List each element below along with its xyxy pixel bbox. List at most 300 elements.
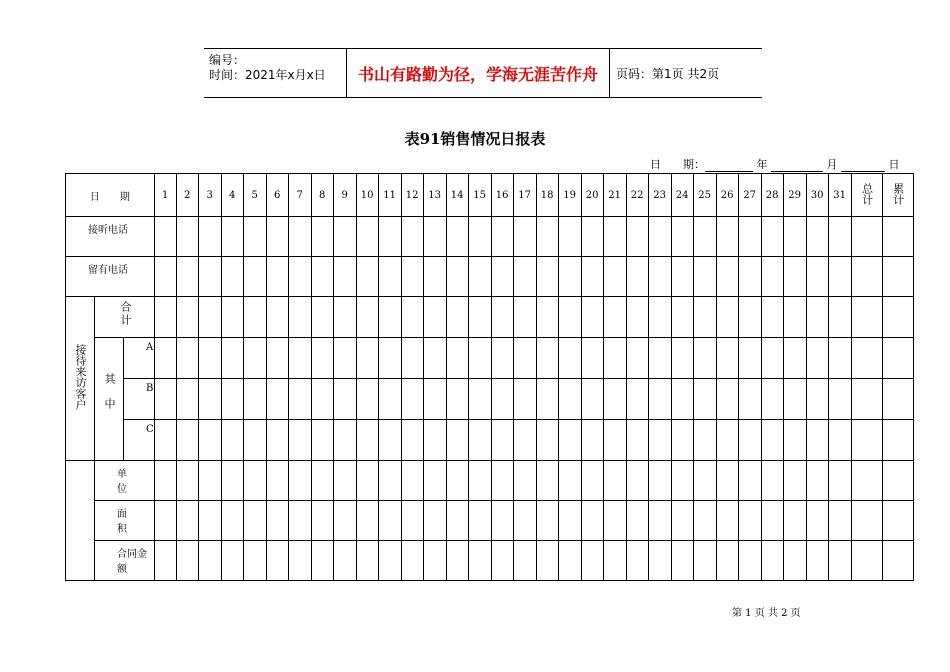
data-cell[interactable]: [154, 541, 176, 581]
data-cell[interactable]: [491, 501, 513, 541]
data-cell[interactable]: [738, 297, 761, 338]
data-cell[interactable]: [378, 541, 401, 581]
data-cell[interactable]: [198, 217, 221, 257]
data-cell[interactable]: [536, 501, 558, 541]
data-cell[interactable]: [446, 541, 468, 581]
data-cell[interactable]: [581, 420, 603, 461]
data-cell[interactable]: [783, 379, 806, 420]
data-cell[interactable]: [806, 461, 828, 501]
data-cell[interactable]: [693, 379, 716, 420]
data-cell[interactable]: [536, 420, 558, 461]
data-cell[interactable]: [491, 297, 513, 338]
data-cell[interactable]: [558, 461, 581, 501]
data-cell[interactable]: [288, 379, 311, 420]
data-cell[interactable]: [603, 257, 626, 297]
data-cell[interactable]: [378, 379, 401, 420]
data-cell[interactable]: [806, 338, 828, 379]
data-cell[interactable]: [693, 461, 716, 501]
data-cell[interactable]: [468, 217, 491, 257]
data-cell[interactable]: [761, 257, 783, 297]
data-cell[interactable]: [333, 461, 356, 501]
data-cell[interactable]: [356, 501, 378, 541]
data-cell[interactable]: [558, 541, 581, 581]
data-cell[interactable]: [882, 257, 913, 297]
data-cell[interactable]: [221, 420, 243, 461]
data-cell[interactable]: [423, 338, 446, 379]
data-cell[interactable]: [311, 541, 333, 581]
data-cell[interactable]: [401, 541, 423, 581]
data-cell[interactable]: [828, 461, 851, 501]
data-cell[interactable]: [221, 297, 243, 338]
data-cell[interactable]: [513, 217, 536, 257]
data-cell[interactable]: [378, 257, 401, 297]
data-cell[interactable]: [221, 379, 243, 420]
data-cell[interactable]: [716, 420, 738, 461]
data-cell[interactable]: [198, 338, 221, 379]
data-cell[interactable]: [851, 461, 882, 501]
data-cell[interactable]: [333, 297, 356, 338]
data-cell[interactable]: [536, 541, 558, 581]
data-cell[interactable]: [603, 501, 626, 541]
data-cell[interactable]: [716, 461, 738, 501]
data-cell[interactable]: [288, 297, 311, 338]
data-cell[interactable]: [738, 541, 761, 581]
data-cell[interactable]: [693, 541, 716, 581]
data-cell[interactable]: [761, 297, 783, 338]
data-cell[interactable]: [671, 420, 693, 461]
data-cell[interactable]: [882, 420, 913, 461]
data-cell[interactable]: [851, 257, 882, 297]
data-cell[interactable]: [603, 461, 626, 501]
data-cell[interactable]: [536, 461, 558, 501]
data-cell[interactable]: [828, 217, 851, 257]
data-cell[interactable]: [513, 297, 536, 338]
data-cell[interactable]: [648, 257, 671, 297]
data-cell[interactable]: [603, 297, 626, 338]
data-cell[interactable]: [536, 338, 558, 379]
data-cell[interactable]: [581, 501, 603, 541]
data-cell[interactable]: [446, 461, 468, 501]
data-cell[interactable]: [828, 297, 851, 338]
data-cell[interactable]: [783, 501, 806, 541]
data-cell[interactable]: [154, 501, 176, 541]
data-cell[interactable]: [761, 461, 783, 501]
data-cell[interactable]: [716, 257, 738, 297]
data-cell[interactable]: [288, 338, 311, 379]
data-cell[interactable]: [198, 257, 221, 297]
data-cell[interactable]: [738, 257, 761, 297]
data-cell[interactable]: [693, 420, 716, 461]
data-cell[interactable]: [671, 257, 693, 297]
data-cell[interactable]: [356, 257, 378, 297]
data-cell[interactable]: [626, 257, 648, 297]
data-cell[interactable]: [198, 501, 221, 541]
data-cell[interactable]: [311, 501, 333, 541]
data-cell[interactable]: [401, 338, 423, 379]
data-cell[interactable]: [198, 297, 221, 338]
data-cell[interactable]: [266, 217, 288, 257]
data-cell[interactable]: [446, 420, 468, 461]
data-cell[interactable]: [243, 257, 266, 297]
data-cell[interactable]: [176, 297, 198, 338]
data-cell[interactable]: [716, 297, 738, 338]
data-cell[interactable]: [423, 217, 446, 257]
data-cell[interactable]: [491, 461, 513, 501]
data-cell[interactable]: [806, 501, 828, 541]
data-cell[interactable]: [311, 461, 333, 501]
data-cell[interactable]: [266, 379, 288, 420]
data-cell[interactable]: [356, 420, 378, 461]
data-cell[interactable]: [558, 420, 581, 461]
data-cell[interactable]: [311, 297, 333, 338]
data-cell[interactable]: [716, 379, 738, 420]
data-cell[interactable]: [401, 461, 423, 501]
data-cell[interactable]: [356, 379, 378, 420]
data-cell[interactable]: [716, 338, 738, 379]
data-cell[interactable]: [468, 501, 491, 541]
data-cell[interactable]: [266, 257, 288, 297]
data-cell[interactable]: [671, 217, 693, 257]
data-cell[interactable]: [806, 297, 828, 338]
data-cell[interactable]: [446, 501, 468, 541]
data-cell[interactable]: [491, 217, 513, 257]
data-cell[interactable]: [468, 379, 491, 420]
data-cell[interactable]: [671, 379, 693, 420]
data-cell[interactable]: [581, 461, 603, 501]
month-blank[interactable]: [771, 160, 823, 172]
data-cell[interactable]: [603, 420, 626, 461]
data-cell[interactable]: [783, 541, 806, 581]
data-cell[interactable]: [536, 297, 558, 338]
data-cell[interactable]: [783, 297, 806, 338]
data-cell[interactable]: [626, 501, 648, 541]
data-cell[interactable]: [243, 379, 266, 420]
data-cell[interactable]: [198, 379, 221, 420]
data-cell[interactable]: [761, 541, 783, 581]
data-cell[interactable]: [738, 501, 761, 541]
data-cell[interactable]: [311, 338, 333, 379]
data-cell[interactable]: [356, 338, 378, 379]
data-cell[interactable]: [468, 461, 491, 501]
data-cell[interactable]: [828, 379, 851, 420]
data-cell[interactable]: [468, 297, 491, 338]
data-cell[interactable]: [558, 257, 581, 297]
data-cell[interactable]: [378, 297, 401, 338]
data-cell[interactable]: [243, 541, 266, 581]
data-cell[interactable]: [783, 257, 806, 297]
data-cell[interactable]: [266, 541, 288, 581]
data-cell[interactable]: [333, 217, 356, 257]
data-cell[interactable]: [648, 541, 671, 581]
data-cell[interactable]: [401, 297, 423, 338]
data-cell[interactable]: [513, 420, 536, 461]
data-cell[interactable]: [378, 338, 401, 379]
data-cell[interactable]: [581, 379, 603, 420]
data-cell[interactable]: [828, 541, 851, 581]
data-cell[interactable]: [446, 257, 468, 297]
data-cell[interactable]: [446, 338, 468, 379]
data-cell[interactable]: [738, 420, 761, 461]
data-cell[interactable]: [311, 379, 333, 420]
data-cell[interactable]: [558, 297, 581, 338]
data-cell[interactable]: [333, 420, 356, 461]
data-cell[interactable]: [558, 338, 581, 379]
data-cell[interactable]: [783, 338, 806, 379]
data-cell[interactable]: [581, 297, 603, 338]
data-cell[interactable]: [783, 217, 806, 257]
data-cell[interactable]: [603, 338, 626, 379]
data-cell[interactable]: [221, 461, 243, 501]
data-cell[interactable]: [243, 338, 266, 379]
data-cell[interactable]: [671, 501, 693, 541]
data-cell[interactable]: [693, 217, 716, 257]
data-cell[interactable]: [333, 541, 356, 581]
data-cell[interactable]: [806, 541, 828, 581]
data-cell[interactable]: [288, 541, 311, 581]
data-cell[interactable]: [581, 257, 603, 297]
data-cell[interactable]: [468, 541, 491, 581]
data-cell[interactable]: [671, 541, 693, 581]
data-cell[interactable]: [513, 379, 536, 420]
data-cell[interactable]: [468, 420, 491, 461]
data-cell[interactable]: [882, 217, 913, 257]
data-cell[interactable]: [311, 420, 333, 461]
data-cell[interactable]: [671, 297, 693, 338]
data-cell[interactable]: [603, 379, 626, 420]
data-cell[interactable]: [266, 338, 288, 379]
data-cell[interactable]: [851, 379, 882, 420]
data-cell[interactable]: [716, 501, 738, 541]
data-cell[interactable]: [603, 217, 626, 257]
data-cell[interactable]: [176, 338, 198, 379]
data-cell[interactable]: [491, 338, 513, 379]
data-cell[interactable]: [761, 379, 783, 420]
data-cell[interactable]: [311, 257, 333, 297]
day-blank[interactable]: [841, 160, 885, 172]
data-cell[interactable]: [828, 257, 851, 297]
data-cell[interactable]: [581, 338, 603, 379]
data-cell[interactable]: [198, 461, 221, 501]
data-cell[interactable]: [243, 297, 266, 338]
data-cell[interactable]: [513, 461, 536, 501]
data-cell[interactable]: [311, 217, 333, 257]
data-cell[interactable]: [221, 338, 243, 379]
data-cell[interactable]: [828, 338, 851, 379]
data-cell[interactable]: [806, 420, 828, 461]
data-cell[interactable]: [198, 541, 221, 581]
data-cell[interactable]: [806, 257, 828, 297]
data-cell[interactable]: [221, 217, 243, 257]
data-cell[interactable]: [882, 297, 913, 338]
data-cell[interactable]: [176, 541, 198, 581]
data-cell[interactable]: [401, 217, 423, 257]
data-cell[interactable]: [761, 217, 783, 257]
data-cell[interactable]: [738, 338, 761, 379]
data-cell[interactable]: [882, 461, 913, 501]
data-cell[interactable]: [806, 217, 828, 257]
data-cell[interactable]: [176, 420, 198, 461]
data-cell[interactable]: [738, 379, 761, 420]
data-cell[interactable]: [423, 541, 446, 581]
data-cell[interactable]: [401, 420, 423, 461]
data-cell[interactable]: [221, 501, 243, 541]
data-cell[interactable]: [603, 541, 626, 581]
data-cell[interactable]: [176, 501, 198, 541]
data-cell[interactable]: [423, 420, 446, 461]
data-cell[interactable]: [738, 217, 761, 257]
year-blank[interactable]: [705, 160, 753, 172]
data-cell[interactable]: [266, 461, 288, 501]
data-cell[interactable]: [423, 501, 446, 541]
data-cell[interactable]: [626, 461, 648, 501]
data-cell[interactable]: [288, 461, 311, 501]
data-cell[interactable]: [423, 379, 446, 420]
data-cell[interactable]: [333, 257, 356, 297]
data-cell[interactable]: [626, 217, 648, 257]
data-cell[interactable]: [581, 217, 603, 257]
data-cell[interactable]: [198, 420, 221, 461]
data-cell[interactable]: [671, 461, 693, 501]
data-cell[interactable]: [221, 541, 243, 581]
data-cell[interactable]: [423, 461, 446, 501]
data-cell[interactable]: [333, 379, 356, 420]
data-cell[interactable]: [882, 338, 913, 379]
data-cell[interactable]: [761, 420, 783, 461]
data-cell[interactable]: [626, 338, 648, 379]
data-cell[interactable]: [154, 217, 176, 257]
data-cell[interactable]: [176, 379, 198, 420]
data-cell[interactable]: [693, 297, 716, 338]
data-cell[interactable]: [288, 217, 311, 257]
data-cell[interactable]: [266, 420, 288, 461]
data-cell[interactable]: [356, 541, 378, 581]
data-cell[interactable]: [648, 338, 671, 379]
data-cell[interactable]: [378, 420, 401, 461]
data-cell[interactable]: [828, 420, 851, 461]
data-cell[interactable]: [266, 297, 288, 338]
data-cell[interactable]: [536, 257, 558, 297]
data-cell[interactable]: [581, 541, 603, 581]
data-cell[interactable]: [716, 541, 738, 581]
data-cell[interactable]: [851, 217, 882, 257]
data-cell[interactable]: [221, 257, 243, 297]
data-cell[interactable]: [693, 501, 716, 541]
data-cell[interactable]: [882, 379, 913, 420]
data-cell[interactable]: [558, 217, 581, 257]
data-cell[interactable]: [288, 420, 311, 461]
data-cell[interactable]: [648, 420, 671, 461]
data-cell[interactable]: [626, 297, 648, 338]
data-cell[interactable]: [288, 257, 311, 297]
data-cell[interactable]: [446, 297, 468, 338]
data-cell[interactable]: [648, 379, 671, 420]
data-cell[interactable]: [468, 257, 491, 297]
data-cell[interactable]: [851, 297, 882, 338]
data-cell[interactable]: [154, 379, 176, 420]
data-cell[interactable]: [401, 379, 423, 420]
data-cell[interactable]: [761, 501, 783, 541]
data-cell[interactable]: [266, 501, 288, 541]
data-cell[interactable]: [446, 217, 468, 257]
data-cell[interactable]: [851, 501, 882, 541]
data-cell[interactable]: [154, 461, 176, 501]
data-cell[interactable]: [288, 501, 311, 541]
data-cell[interactable]: [851, 338, 882, 379]
data-cell[interactable]: [828, 501, 851, 541]
data-cell[interactable]: [378, 217, 401, 257]
data-cell[interactable]: [243, 420, 266, 461]
data-cell[interactable]: [513, 257, 536, 297]
data-cell[interactable]: [882, 541, 913, 581]
data-cell[interactable]: [446, 379, 468, 420]
data-cell[interactable]: [401, 501, 423, 541]
data-cell[interactable]: [648, 297, 671, 338]
data-cell[interactable]: [356, 217, 378, 257]
data-cell[interactable]: [882, 501, 913, 541]
data-cell[interactable]: [716, 217, 738, 257]
data-cell[interactable]: [851, 541, 882, 581]
data-cell[interactable]: [851, 420, 882, 461]
data-cell[interactable]: [333, 501, 356, 541]
data-cell[interactable]: [806, 379, 828, 420]
data-cell[interactable]: [626, 541, 648, 581]
data-cell[interactable]: [783, 461, 806, 501]
data-cell[interactable]: [626, 379, 648, 420]
data-cell[interactable]: [671, 338, 693, 379]
data-cell[interactable]: [536, 217, 558, 257]
data-cell[interactable]: [356, 461, 378, 501]
data-cell[interactable]: [491, 379, 513, 420]
data-cell[interactable]: [536, 379, 558, 420]
data-cell[interactable]: [513, 501, 536, 541]
data-cell[interactable]: [333, 338, 356, 379]
data-cell[interactable]: [626, 420, 648, 461]
data-cell[interactable]: [243, 461, 266, 501]
data-cell[interactable]: [378, 461, 401, 501]
data-cell[interactable]: [491, 541, 513, 581]
data-cell[interactable]: [176, 257, 198, 297]
data-cell[interactable]: [648, 461, 671, 501]
data-cell[interactable]: [423, 297, 446, 338]
data-cell[interactable]: [243, 501, 266, 541]
data-cell[interactable]: [356, 297, 378, 338]
data-cell[interactable]: [783, 420, 806, 461]
data-cell[interactable]: [154, 297, 176, 338]
data-cell[interactable]: [513, 541, 536, 581]
data-cell[interactable]: [243, 217, 266, 257]
data-cell[interactable]: [648, 217, 671, 257]
data-cell[interactable]: [761, 338, 783, 379]
data-cell[interactable]: [176, 217, 198, 257]
data-cell[interactable]: [693, 338, 716, 379]
data-cell[interactable]: [401, 257, 423, 297]
data-cell[interactable]: [154, 257, 176, 297]
data-cell[interactable]: [693, 257, 716, 297]
data-cell[interactable]: [423, 257, 446, 297]
data-cell[interactable]: [558, 379, 581, 420]
data-cell[interactable]: [491, 257, 513, 297]
data-cell[interactable]: [378, 501, 401, 541]
data-cell[interactable]: [648, 501, 671, 541]
data-cell[interactable]: [176, 461, 198, 501]
data-cell[interactable]: [513, 338, 536, 379]
data-cell[interactable]: [154, 338, 176, 379]
data-cell[interactable]: [491, 420, 513, 461]
data-cell[interactable]: [468, 338, 491, 379]
data-cell[interactable]: [154, 420, 176, 461]
data-cell[interactable]: [738, 461, 761, 501]
data-cell[interactable]: [558, 501, 581, 541]
